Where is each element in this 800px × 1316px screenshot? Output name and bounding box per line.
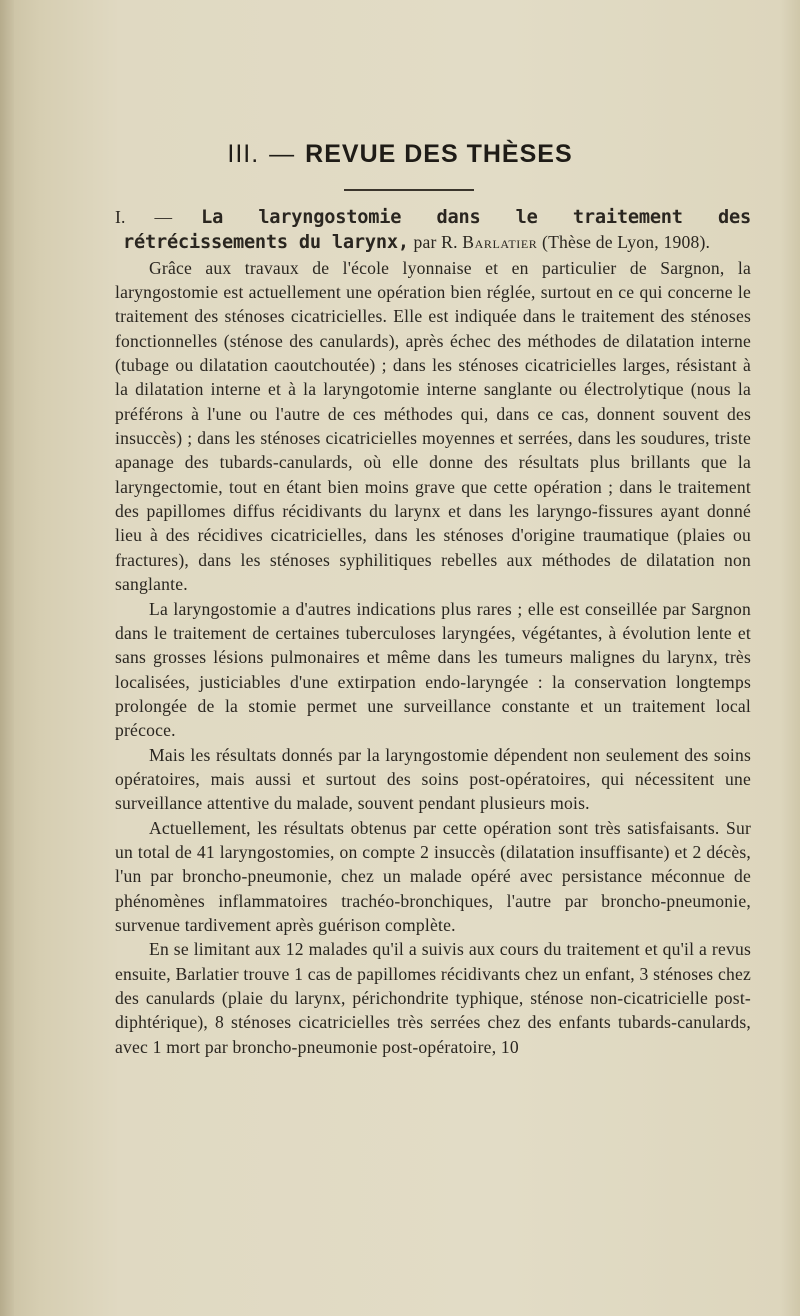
section-number: III.: [227, 140, 260, 168]
paragraph-3: Mais les résultats donnés par la laryngostomie dépendent non seulement des soins opératoires, mais aussi et surtout des soins post-opératoires, qui nécessitent une surveillance attentive du malade, souvent pendant plusieurs mois.: [115, 744, 751, 814]
entry-author: Barlatier: [462, 232, 538, 253]
section-title: REVUE DES THÈSES: [305, 140, 573, 168]
entry-source: (Thèse de Lyon, 1908).: [542, 232, 711, 253]
section-dash: —: [269, 140, 296, 168]
page-binding-edge: [0, 0, 14, 1316]
article-body: [115, 205, 751, 1059]
entry-by: par R.: [413, 232, 458, 253]
entry-title: La laryngostomie dans le traitement des rétrécissements du larynx,: [123, 207, 751, 254]
section-heading: [0, 140, 800, 169]
entry-heading: [115, 205, 751, 256]
entry-number: I. —: [115, 207, 173, 227]
paragraph-2: La laryngostomie a d'autres indications plus rares ; elle est conseillée par Sargnon dans le traitement de certaines tuberculoses laryngées, végétantes, à évolution lente et sans grosses lésions pulmonaires et même dans les tumeurs malignes du larynx, très localisées, justiciables d'une extirpation endo-laryngée : la conservation longtemps prolongée de la stomie permet une surveillance constante et un traitement local précoce.: [115, 598, 751, 741]
heading-rule: [344, 189, 474, 191]
paragraph-1: Grâce aux travaux de l'école lyonnaise et en particulier de Sargnon, la laryngostomie est actuellement une opération bien réglée, surtout en ce qui concerne le traitement des sténoses cicatricielles. Elle est indiquée dans le traitement des sténoses fonctionnelles (sténose des canulards), après échec des méthodes de dilatation interne (tubage ou dilatation caoutchoutée) ; dans les sténoses cicatricielles larges, résistant à la dilatation interne et à la laryngotomie interne sanglante ou électrolytique (nous la préférons à l'une ou l'autre de ces méthodes qui, dans ce cas, donnent souvent des insuccès) ; dans les sténoses cicatricielles moyennes et serrées, dans les soudures, triste apanage des tubards-canulards, où elle donne des résultats plus brillants que la laryngectomie, tout en étant bien moins grave que cette opération ; dans le traitement des papillomes diffus récidivants du larynx et dans les laryngo-fissures ayant donné lieu à des récidives cicatricielles, dans les sténoses d'origine traumatique (plaies ou fractures), dans les sténoses syphilitiques rebelles aux méthodes de dilatation non sanglante.: [115, 257, 751, 595]
paragraph-5: En se limitant aux 12 malades qu'il a suivis aux cours du traitement et qu'il a revus ensuite, Barlatier trouve 1 cas de papillomes récidivants chez un enfant, 3 sténoses chez des canulards (plaie du larynx, périchondrite typhique, sténose non-cicatricielle post-diphtérique), 8 sténoses cicatricielles très serrées chez des enfants tubards-canulards, avec 1 mort par broncho-pneumonie post-opératoire, 10: [115, 939, 751, 1057]
paragraph-4: Actuellement, les résultats obtenus par cette opération sont très satisfaisants. Sur un total de 41 laryngostomies, on compte 2 insuccès (dilatation insuffisante) et 2 décès, l'un par broncho-pneumonie, chez un malade opéré avec persistance méconnue de phénomènes inflammatoires trachéo-bronchiques, l'autre par broncho-pneumonie, survenue tardivement après guérison complète.: [115, 817, 751, 935]
